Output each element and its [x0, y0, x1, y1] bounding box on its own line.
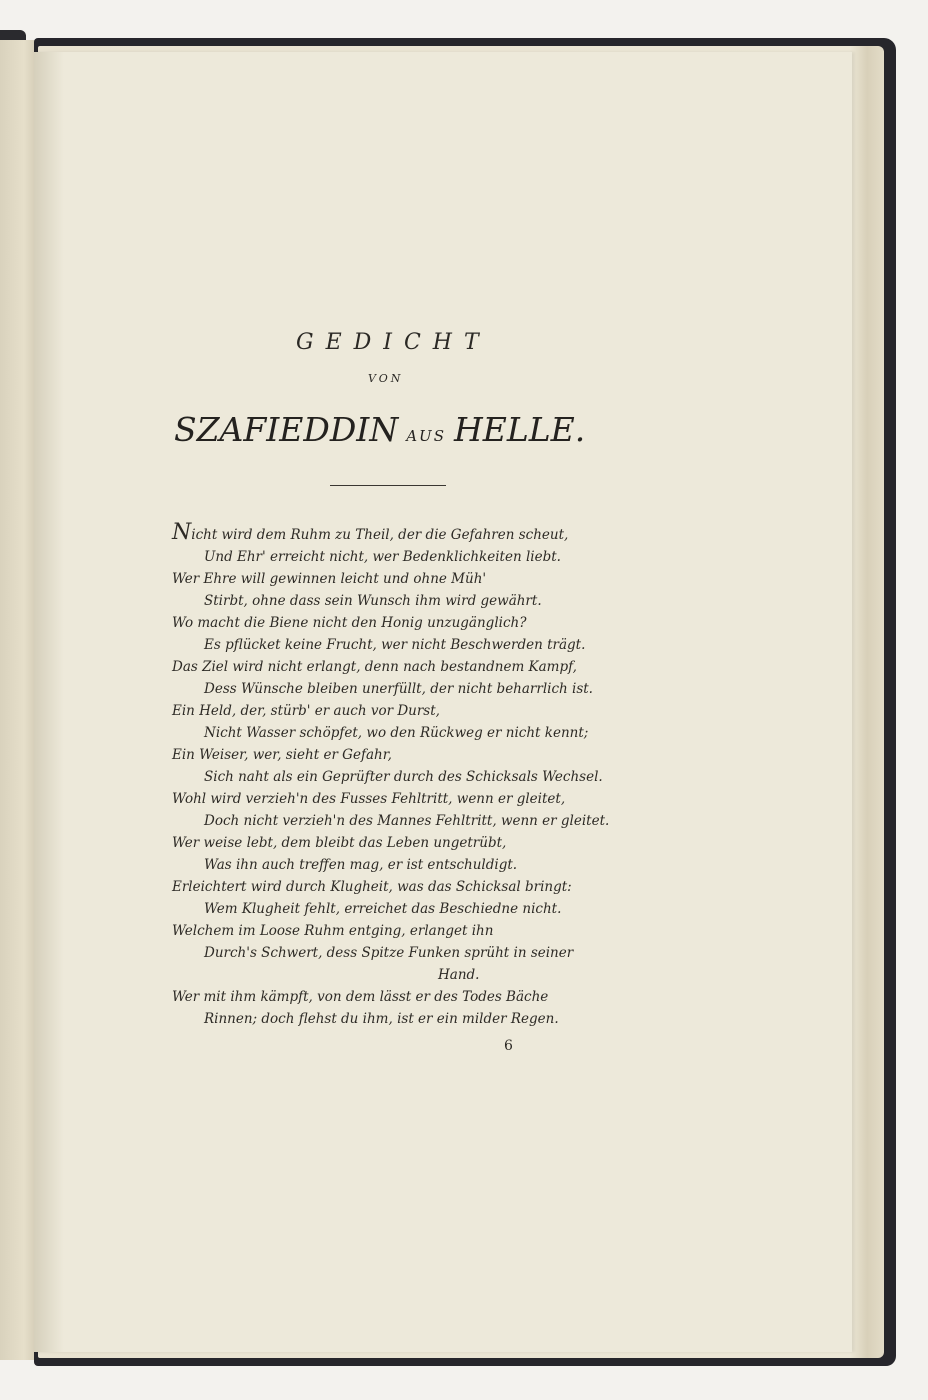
- author-name: SZAFIEDDIN: [174, 410, 399, 449]
- poem-line: Welchem im Loose Ruhm entging, erlanget ihn: [172, 923, 494, 939]
- poem-line: Wohl wird verzieh'n des Fusses Fehltritt, wenn er gleitet,: [172, 791, 566, 807]
- drop-cap: N: [172, 520, 192, 545]
- poem-line: Und Ehr' erreicht nicht, wer Bedenklichkeiten liebt.: [204, 549, 561, 565]
- poem-line: Wem Klugheit fehlt, erreichet das Beschiedne nicht.: [204, 901, 562, 917]
- poem-line: Was ihn auch treffen mag, er ist entschuldigt.: [204, 857, 518, 873]
- poem-line: Erleichtert wird durch Klugheit, was das Schicksal bringt:: [172, 879, 572, 895]
- place-name: HELLE.: [453, 410, 586, 449]
- poem-line: Hand.: [438, 967, 480, 983]
- poem-line: Nicht Wasser schöpfet, wo den Rückweg er nicht kennt;: [204, 725, 589, 741]
- poem-line: [172, 520, 612, 546]
- poem-line: Es pflücket keine Frucht, wer nicht Beschwerden trägt.: [204, 637, 586, 653]
- title-divider: [330, 485, 446, 486]
- poem-line: Das Ziel wird nicht erlangt, denn nach bestandnem Kampf,: [172, 659, 577, 675]
- page-number: 6: [504, 1038, 513, 1054]
- poem-line: Wer weise lebt, dem bleibt das Leben ungetrübt,: [172, 835, 507, 851]
- poem-line: Durch's Schwert, dess Spitze Funken sprüht in seiner: [204, 945, 574, 961]
- poem-line: Doch nicht verzieh'n des Mannes Fehltritt, wenn er gleitet.: [204, 813, 610, 829]
- poem-line: Dess Wünsche bleiben unerfüllt, der nicht beharrlich ist.: [204, 681, 593, 697]
- poem-line-text: icht wird dem Ruhm zu Theil, der die Gefahren scheut,: [191, 527, 569, 543]
- poem-line: Wer Ehre will gewinnen leicht und ohne Müh': [172, 571, 487, 587]
- poem-line: Rinnen; doch flehst du ihm, ist er ein milder Regen.: [204, 1011, 559, 1027]
- poem-line: Sich naht als ein Geprüfter durch des Schicksals Wechsel.: [204, 769, 603, 785]
- aus-label: AUS: [406, 427, 446, 445]
- poem-text: [172, 520, 612, 1030]
- poem-line: Wo macht die Biene nicht den Honig unzugänglich?: [172, 615, 527, 631]
- author-line: [174, 410, 614, 449]
- gutter-shadow: [34, 52, 64, 1352]
- poem-line: Ein Held, der, stürb' er auch vor Durst,: [172, 703, 440, 719]
- poem-line: Wer mit ihm kämpft, von dem lässt er des Todes Bäche: [172, 989, 549, 1005]
- poem-title: GEDICHT: [296, 330, 491, 355]
- poem-line: Ein Weiser, wer, sieht er Gefahr,: [172, 747, 392, 763]
- von-label: VON: [368, 372, 404, 385]
- poem-line: Stirbt, ohne dass sein Wunsch ihm wird gewährt.: [204, 593, 542, 609]
